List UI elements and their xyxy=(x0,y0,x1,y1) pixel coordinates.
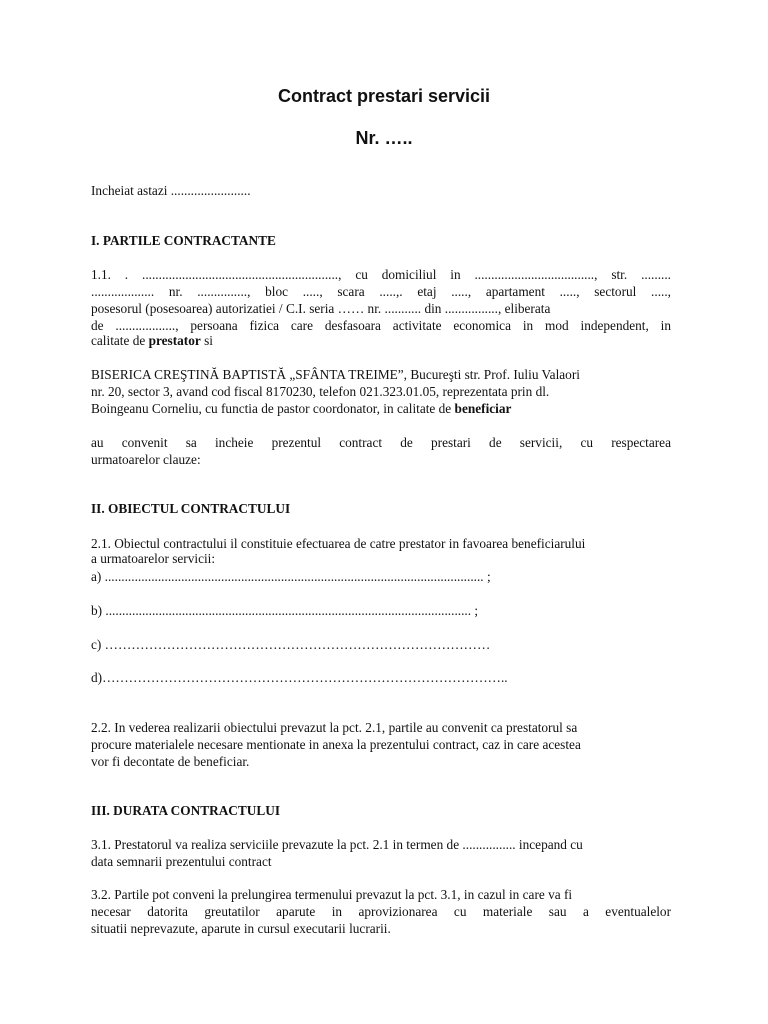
contract-number: Nr. ….. xyxy=(355,128,413,148)
party-1-role-line xyxy=(91,332,671,349)
clause-3-2-line: necesar datorita greutatilor aparute in aprovizionarea cu materiale sau a eventualelor xyxy=(91,904,671,919)
party-1-line: de .................., persoana fizica care desfasoara activitate economica in mod independent, in xyxy=(91,318,671,333)
agreement-line: urmatoarelor clauze: xyxy=(91,452,201,467)
clause-3-1-line: 3.1. Prestatorul va realiza serviciile prevazute la pct. 2.1 in termen de ................ incepand cu xyxy=(91,837,583,852)
section-3-heading: III. DURATA CONTRACTULUI xyxy=(91,803,281,818)
clause-3-2-line: situatii neprevazute, aparute in cursul executarii lucrarii. xyxy=(91,921,391,936)
clause-2-2-line: 2.2. In vederea realizarii obiectului prevazut la pct. 2.1, partile au convenit ca prestatorul sa xyxy=(91,720,578,735)
clause-2-2-line: procure materialele necesare mentionate in anexa la prezentului contract, caz in care acestea xyxy=(91,737,581,752)
service-item-a: a) .................................................................................................................. ; xyxy=(91,569,491,584)
role-prefix: calitate de xyxy=(91,333,149,348)
clause-2-2-line: vor fi decontate de beneficiar. xyxy=(91,754,250,769)
party-1-line: posesorul (posesoarea) autorizatiei / C.I. seria …… nr. ........... din ................, eliberata xyxy=(91,301,551,316)
party-2-line: nr. 20, sector 3, avand cod fiscal 8170230, telefon 021.323.01.05, reprezentata prin dl. xyxy=(91,384,550,399)
prestator-role: prestator xyxy=(148,333,201,348)
party-1-line: ................... nr. ..............., bloc ....., scara .....,. etaj ....., apartament ....., sectorul ....., xyxy=(91,284,671,299)
section-2-heading: II. OBIECTUL CONTRACTULUI xyxy=(91,501,291,516)
clause-2-1-line: 2.1. Obiectul contractului il constituie efectuarea de catre prestator in favoarea beneficiarului xyxy=(91,536,586,551)
party-2-role-line xyxy=(91,400,671,417)
party-1-line: 1.1. . ..........................................................., cu domiciliul in ...................................., str. ......... xyxy=(91,267,671,282)
service-item-c: c) …………………………………………………………………………… xyxy=(91,637,491,652)
beneficiar-role: beneficiar xyxy=(454,401,512,416)
clause-3-2-line: 3.2. Partile pot conveni la prelungirea termenului prevazut la pct. 3.1, in cazul in care va fi xyxy=(91,887,573,902)
agreement-line: au convenit sa incheie prezentul contract de prestari de servicii, cu respectarea xyxy=(91,435,671,450)
clause-3-1-line: data semnarii prezentului contract xyxy=(91,854,272,869)
service-item-d: d)……………………………………………………………………………….. xyxy=(91,670,508,685)
role-suffix: si xyxy=(200,333,213,348)
section-1-heading: I. PARTILE CONTRACTANTE xyxy=(91,233,276,248)
service-item-b: b) .............................................................................................................. ; xyxy=(91,603,479,618)
document-title: Contract prestari servicii xyxy=(277,86,491,106)
concluded-date-line: Incheiat astazi ........................ xyxy=(91,183,251,198)
clause-2-1-line: a urmatoarelor servicii: xyxy=(91,551,216,566)
party-2-line: BISERICA CREŞTINĂ BAPTISTĂ „SFÂNTA TREIME”, Bucureşti str. Prof. Iuliu Valaori xyxy=(91,367,580,382)
role-prefix: Boingeanu Corneliu, cu functia de pastor coordonator, in calitate de xyxy=(91,401,455,416)
